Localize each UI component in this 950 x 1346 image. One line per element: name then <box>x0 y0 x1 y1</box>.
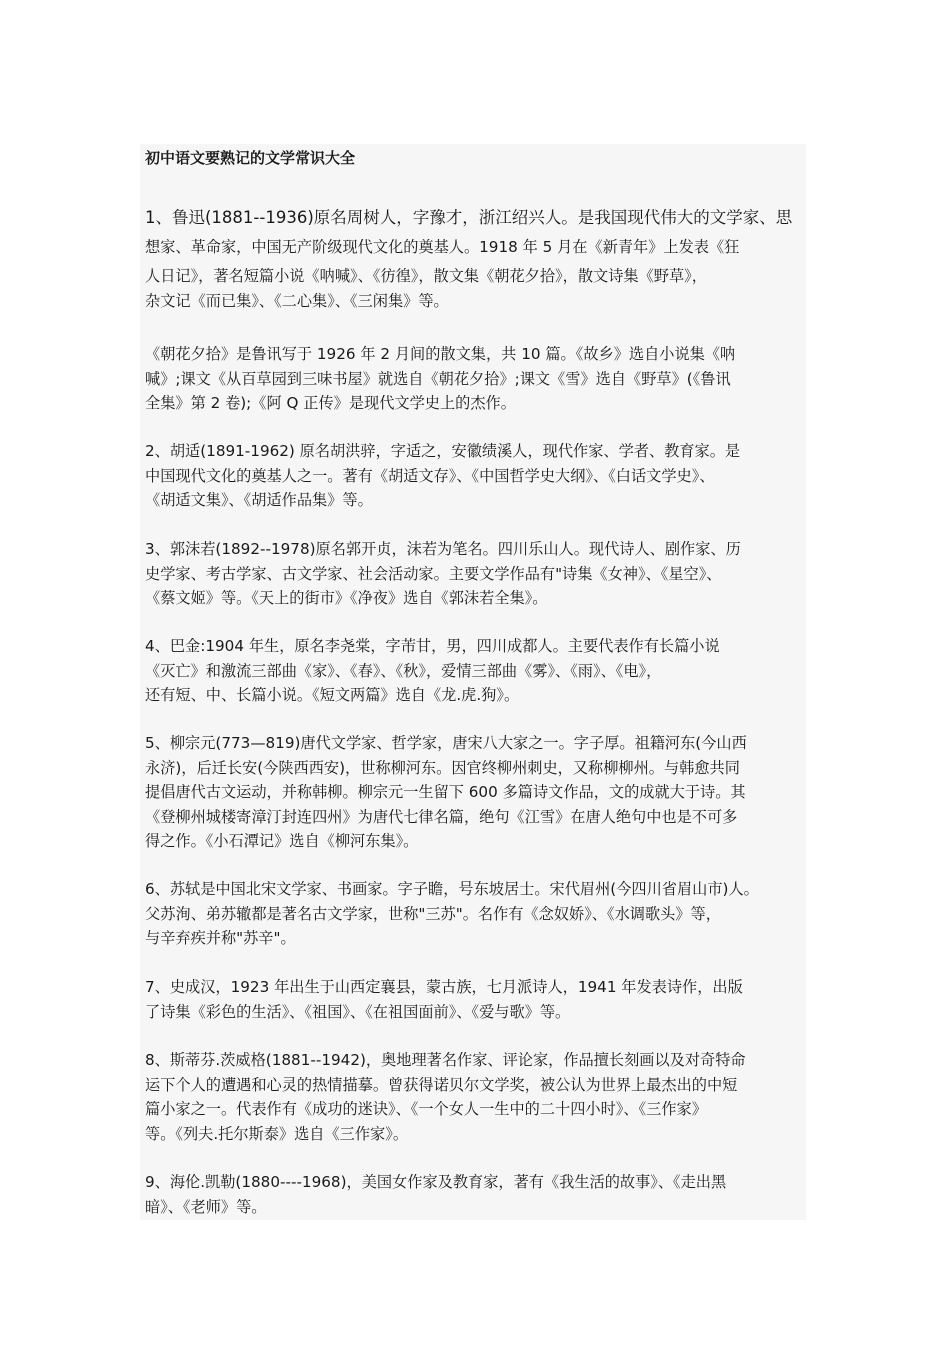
paragraph-shichenghan <box>145 975 743 1024</box>
paragraph-luxun <box>145 206 792 314</box>
text-line: 史学家、考古学家、古文学家、社会活动家。主要文学作品有"诗集《女神》、《星空》、 <box>145 564 722 583</box>
text-line: 《朝花夕拾》是鲁讯写于 1926 年 2 月间的散文集，共 10 篇。《故乡》选自小说集《呐 <box>145 345 736 363</box>
text-line: 人日记》，著名短篇小说《呐喊》、《彷徨》，散文集《朝花夕拾》，散文诗集《野草》， <box>145 267 707 285</box>
paragraph-zhaohuaxishi <box>145 342 735 416</box>
text-line: 6、苏轼是中国北宋文学家、书画家。字子瞻，号东坡居士。宋代眉州(今四川省眉山市)人。 <box>145 880 759 898</box>
text-line: 9、海伦.凯勒(1880----1968)，美国女作家及教育家，著有《我生活的故事》、《走出黑 <box>145 1173 727 1191</box>
text-line: 1、鲁迅(1881--1936)原名周树人，字豫才，浙江绍兴人。是我国现代伟大的文学家、思 <box>145 208 793 227</box>
text-line: 中国现代文化的奠基人之一。著有《胡适文存》、《中国哲学史大纲》、《白话文学史》、 <box>145 466 715 485</box>
text-line: 父苏洵、弟苏辙都是著名古文学家，世称"三苏"。名作有《念奴娇》、《水调歌头》等， <box>145 904 721 923</box>
paragraph-helenkeller <box>145 1170 726 1219</box>
text-line: 篇小家之一。代表作有《成功的迷诀》、《一个女人一生中的二十四小时》、《三作家》 <box>145 1100 707 1119</box>
text-line: 提倡唐代古文运动，并称韩柳。柳宗元一生留下 600 多篇诗文作品，文的成就大于诗。其 <box>145 783 746 802</box>
text-line: 与辛弃疾并称"苏辛"。 <box>145 929 296 948</box>
text-line: 8、斯蒂芬.茨威格(1881--1942)，奥地理著名作家、评论家，作品擅长刻画以及对奇特命 <box>145 1051 746 1069</box>
text-line: 运下个人的遭遇和心灵的热情描摹。曾获得诺贝尔文学奖，被公认为世界上最杰出的中短 <box>145 1075 738 1094</box>
text-line: 想家、革命家，中国无产阶级现代文化的奠基人。1918 年 5 月在《新青年》上发表《狂 <box>145 238 740 256</box>
text-line: 《蔡文姬》等。《天上的街市》《净夜》选自《郭沫若全集》。 <box>145 589 548 608</box>
text-line: 永济)，后迁长安(今陕西西安)，世称柳河东。因官终柳州刺史，又称柳柳州。与韩愈共同 <box>145 758 740 777</box>
paragraph-zweig <box>145 1048 746 1146</box>
text-line: 《胡适文集》、《胡适作品集》等。 <box>145 491 373 510</box>
text-line: 暗》、《老师》等。 <box>145 1197 267 1216</box>
text-line: 喊》;课文《从百草园到三味书屋》就选自《朝花夕拾》;课文《雪》选自《野草》(《鲁讯 <box>145 369 731 388</box>
text-line: 7、史成汉，1923 年出生于山西定襄县，蒙古族，七月派诗人，1941 年发表诗作，出版 <box>145 978 743 996</box>
text-line: 3、郭沫若(1892--1978)原名郭开贞，沫若为笔名。四川乐山人。现代诗人、剧作家、历 <box>145 540 741 558</box>
paragraph-hushi <box>145 439 740 513</box>
text-line: 4、巴金:1904 年生，原名李尧棠，字芾甘，男，四川成都人。主要代表作有长篇小说 <box>145 637 720 655</box>
paragraph-bajin <box>145 634 720 708</box>
text-line: 《登柳州城楼寄漳汀封连四州》为唐代七律名篇，绝句《江雪》在唐人绝句中也是不可多 <box>145 807 738 826</box>
paragraph-guomoruo <box>145 537 741 611</box>
text-line: 了诗集《彩色的生活》、《祖国》、《在祖国面前》、《爱与歌》等。 <box>145 1002 571 1021</box>
paragraph-liuzongyuan <box>145 731 747 854</box>
text-line: 5、柳宗元(773—819)唐代文学家、哲学家，唐宋八大家之一。字子厚。祖籍河东(今山西 <box>145 734 747 752</box>
text-line: 等。《列夫.托尔斯泰》选自《三作家》。 <box>145 1124 409 1143</box>
text-line: 杂文记《而已集》、《二心集》、《三闲集》等。 <box>145 292 449 310</box>
text-line: 得之作。《小石潭记》选自《柳河东集》。 <box>145 832 419 851</box>
paragraph-sushi <box>145 877 759 951</box>
text-line: 全集》第 2 卷);《阿 Q 正传》是现代文学史上的杰作。 <box>145 394 516 413</box>
text-line: 《灭亡》和激流三部曲《家》、《春》、《秋》，爱情三部曲《雾》、《雨》、《电》， <box>145 661 662 680</box>
text-line: 2、胡适(1891-1962) 原名胡洪骍，字适之，安徽绩溪人，现代作家、学者、教育家。是 <box>145 442 741 460</box>
document-title: 初中语文要熟记的文学常识大全 <box>145 149 356 167</box>
text-line: 还有短、中、长篇小说。《短文两篇》选自《龙.虎.狗》。 <box>145 686 520 705</box>
